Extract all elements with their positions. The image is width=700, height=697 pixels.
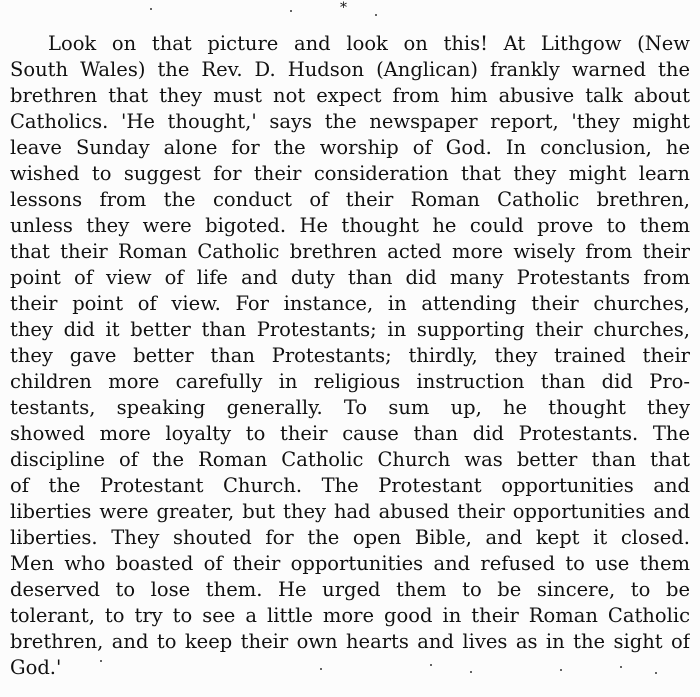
text-line: testants, speaking generally. To sum up, he thought they [10, 396, 690, 419]
text-line: Look on that picture and look on this! At Lithgow (New [48, 32, 690, 55]
scan-speck [470, 671, 472, 673]
text-line: liberties. They shouted for the open Bible, and kept it closed. [10, 526, 690, 549]
text-line: unless they were bigoted. He thought he could prove to them [10, 214, 690, 237]
text-line: discipline of the Roman Catholic Church was better than that [10, 448, 690, 471]
text-line: Catholics. 'He thought,' says the newspaper report, 'they might [10, 110, 690, 133]
text-line: brethren that they must not expect from him abusive talk about [10, 84, 690, 107]
scan-speck [375, 14, 377, 16]
text-line: they gave better than Protestants; thirdly, they trained their [10, 344, 690, 367]
text-line: South Wales) the Rev. D. Hudson (Anglican) frankly warned the [10, 58, 690, 81]
text-line: their point of view. For instance, in attending their churches, [10, 292, 690, 315]
text-line: leave Sunday alone for the worship of God. In conclusion, he [10, 136, 690, 159]
text-line: of the Protestant Church. The Protestant opportunities and [10, 474, 690, 497]
text-line: brethren, and to keep their own hearts and lives as in the sight of [10, 630, 690, 653]
text-line: liberties were greater, but they had abused their opportunities and [10, 500, 690, 523]
scan-speck [100, 660, 102, 662]
scan-speck [290, 10, 292, 12]
text-line: tolerant, to try to see a little more good in their Roman Catholic [10, 604, 690, 627]
scan-speck [430, 664, 432, 666]
scan-speck [560, 669, 562, 671]
text-line: Men who boasted of their opportunities and refused to use them [10, 552, 690, 575]
scan-speck [150, 8, 152, 10]
text-line: that their Roman Catholic brethren acted more wisely from their [10, 240, 690, 263]
text-line: point of view of life and duty than did many Protestants from [10, 266, 690, 289]
text-line: God.' [10, 656, 62, 679]
scan-speck [655, 672, 657, 674]
text-line: deserved to lose them. He urged them to be sincere, to be [10, 578, 690, 601]
text-line: they did it better than Protestants; in supporting their churches, [10, 318, 690, 341]
text-line: children more carefully in religious instruction than did Pro- [10, 370, 690, 393]
scan-speck [620, 666, 622, 668]
text-line: lessons from the conduct of their Roman Catholic brethren, [10, 188, 690, 211]
text-line: showed more loyalty to their cause than did Protestants. The [10, 422, 690, 445]
asterisk-mark: * [340, 0, 347, 16]
scan-speck [320, 668, 322, 670]
text-line: wished to suggest for their consideration that they might learn [10, 162, 690, 185]
